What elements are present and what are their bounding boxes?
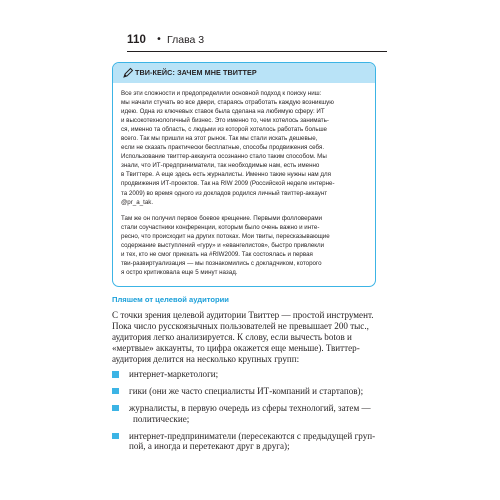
text-line: тви-развиртуализация — мы познакомились с докладчиком, которого	[121, 259, 322, 267]
text-line: аудитория легко анализируется. К слову, если вычесть botов и	[112, 331, 352, 342]
text-line: гики (они же часто специалисты ИТ-компаний и стартапов);	[129, 385, 364, 396]
text-line: политические;	[133, 413, 190, 424]
list-item	[112, 386, 387, 397]
text-line: «мертвые» аккаунты, то цифра окажется еще меньше). Твиттер-	[112, 342, 360, 353]
text-line: Все эти сложности и предопределили основной подход к поиску ниш:	[121, 90, 322, 97]
text-line: и высокотехнологичный бизнес. Это именно то, чем хотелось занимать-	[121, 117, 329, 125]
text-line: ресно, что происходит на других потоках. Мои твиты, пересказывающие	[121, 232, 330, 240]
text-line: я остро критиковала еще 5 минут назад.	[121, 268, 238, 276]
text-line: стали соучастники конференции, которым было очень важно и инте-	[121, 223, 320, 231]
page-number: 110	[127, 34, 147, 46]
chapter-title: Глава 3	[167, 34, 205, 46]
text-line: и тех, кто не смог приехать на #RIW2009. Так состоялась и первая	[121, 250, 313, 258]
audience-list	[112, 369, 387, 458]
text-line: ся, именно та область, с людьми из которой хотелось работать больше	[121, 126, 328, 134]
text-line: Использование твиттер-аккаунта осознанно стало таким способом. Мы	[121, 153, 327, 161]
square-bullet-icon	[112, 388, 119, 395]
section-title: Пляшем от целевой аудитории	[112, 295, 229, 304]
text-line: знали, что ИТ-предприниматели, так необходимые нам, есть именно	[121, 162, 320, 170]
square-bullet-icon	[112, 371, 119, 378]
text-line: интернет-маркетологи;	[129, 369, 219, 379]
text-line: пой, а иногда и перетекают друг в друга);	[129, 441, 290, 452]
header-bullet: •	[156, 34, 162, 45]
case-box	[112, 62, 376, 287]
text-line: журналисты, в первую очередь из сферы технологий, затем —	[129, 402, 371, 413]
text-line: Пока число русскоязычных пользователей не превышает 200 тыс.,	[112, 320, 369, 331]
text-line: Там же он получил первое боевое крещение. Первыми фолловерами	[121, 214, 323, 222]
text-line: содержание выступлений «гуру» и «евангелистов», быстро привлекли	[121, 241, 325, 249]
case-box-title: ТВИ-КЕЙС: ЗАЧЕМ МНЕ ТВИТТЕР	[135, 68, 257, 77]
text-line: та 2009) во время одного из докладов родился личный твиттер-аккаунт	[121, 189, 328, 197]
section-intro	[112, 310, 382, 364]
case-paragraph-2	[121, 214, 373, 277]
running-header	[127, 34, 387, 50]
text-line: мы начали стучать во все двери, стараясь отработать каждую возникшую	[121, 99, 334, 107]
pencil-icon	[122, 67, 134, 79]
text-line: если не сказать практически бесплатные, способы продвижения себя.	[121, 144, 325, 152]
text-line: @pr_a_tak.	[121, 198, 154, 206]
list-item	[112, 369, 387, 380]
square-bullet-icon	[112, 433, 119, 440]
list-item	[112, 431, 387, 453]
text-line: идею. Одна из ключевых ставок была сделана на любимую сферу: ИТ	[121, 108, 325, 116]
list-item	[112, 403, 387, 425]
case-box-body	[121, 89, 373, 277]
header-rule	[127, 51, 387, 52]
case-paragraph-1	[121, 89, 373, 207]
text-line: аудитория делится на несколько крупных групп:	[112, 353, 300, 364]
square-bullet-icon	[112, 405, 119, 412]
text-line: в Твиттере. А еще здесь есть журналисты. Именно такие нужны нам для	[121, 171, 331, 179]
text-line: С точки зрения целевой аудитории Твиттер — простой инструмент.	[112, 310, 374, 320]
text-line: продвижения ИТ-проектов. Так на RIW 2009 (Российской неделе интерне-	[121, 180, 335, 188]
case-box-header	[113, 63, 375, 83]
text-line: всего. Так мы пришли на этот рынок. Так мы стали искать дешевые,	[121, 135, 318, 143]
text-line: интернет-предприниматели (пересекаются с предыдущей груп-	[129, 430, 376, 441]
